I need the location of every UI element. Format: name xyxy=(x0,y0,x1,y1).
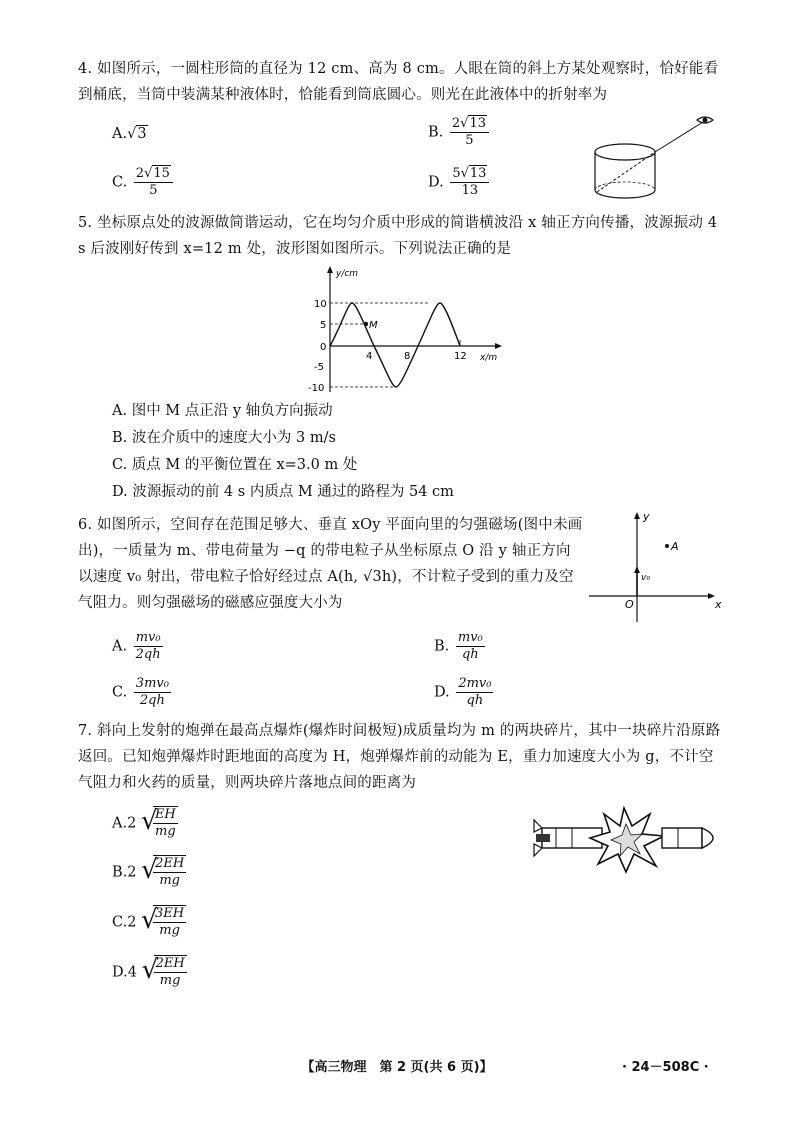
shell-explosion-figure xyxy=(532,804,728,874)
q4-d-label: D. xyxy=(428,174,444,191)
field-x-arrow xyxy=(708,593,715,599)
wave-point-m xyxy=(364,322,368,326)
q4-b-frac: $\frac{2√13}{5}$ xyxy=(450,116,489,149)
q7-option-d: D.4 √ $\frac{2EH}{mg}$ xyxy=(112,955,185,988)
wave-xtick-8: 8 xyxy=(404,351,411,362)
q4-option-a xyxy=(112,124,148,144)
shell-right-fragment xyxy=(662,828,713,848)
wave-ytick-10: 10 xyxy=(314,299,327,310)
wave-xtick-12: 12 xyxy=(454,351,467,362)
q6-option-c xyxy=(112,676,171,709)
wave-y-axis-label: y/cm xyxy=(336,269,359,279)
q4-d-frac: $\frac{5√13}{13}$ xyxy=(450,166,489,199)
q7-b-sqrt: √ $\frac{2EH}{mg}$ xyxy=(141,855,185,888)
q6-d-frac: $\frac{\text{2mv₀}}{qh}$ xyxy=(458,676,492,708)
q6-d-label: D. xyxy=(434,684,450,701)
wave-x-axis-label: x/m xyxy=(480,353,498,363)
q6-c-label: C. xyxy=(112,684,128,701)
q6-a-frac: $\frac{\text{mv₀}}{2qh}$ xyxy=(135,630,161,662)
q4-c-frac: $\frac{2√15}{5}$ xyxy=(134,166,173,199)
wave-ytick-5: 5 xyxy=(320,320,327,331)
q6-option-b xyxy=(434,630,485,663)
field-origin-label: O xyxy=(625,598,634,611)
page-footer: 【高三物理 第 2 页(共 6 页)】 xyxy=(301,1060,493,1075)
q7-d-sqrt: √ $\frac{2EH}{mg}$ xyxy=(141,955,185,988)
field-v0-label: v₀ xyxy=(641,573,650,583)
q4-c-label: C. xyxy=(112,174,128,191)
paper-code: · 24－508C · xyxy=(622,1060,709,1075)
q4-option-b xyxy=(428,116,489,149)
cylinder-top-ellipse xyxy=(595,144,655,160)
q6-option-d xyxy=(434,676,493,709)
q4-a-sqrt: √3 xyxy=(127,126,147,142)
q7-a-sqrt: √ $\frac{EH}{mg}$ xyxy=(140,806,176,839)
q7-a-label: A. xyxy=(112,815,128,832)
wave-point-m-label: M xyxy=(369,320,378,331)
wave-ytick-neg10: -10 xyxy=(308,383,325,394)
wave-xtick-4: 4 xyxy=(366,351,373,362)
eye-icon xyxy=(697,117,713,123)
q7-b-label: B. xyxy=(112,864,128,881)
q7-option-a: A.2 √ $\frac{EH}{mg}$ xyxy=(112,806,176,839)
q4-stem: 4. 如图所示，一圆柱形筒的直径为 12 cm、高为 8 cm。人眼在筒的斜上方某处观察时，恰好能看到桶底，当筒中装满某种液体时，恰能看到筒底圆心。则光在此液体中的折射率为 xyxy=(78,61,719,103)
field-x-label: x xyxy=(715,598,722,611)
q6-option-a xyxy=(112,630,163,663)
q6-stem: 6. 如图所示，空间存在范围足够大、垂直 xOy 平面向里的匀强磁场(图中未画出)，一质量为 m、带电荷量为 −q 的带电粒子从坐标原点 O 沿 y 轴正方向以速度 v₀ 射出，带电粒子恰好经过点 A(h, √3h)，不计粒子受到的重力及空气阻力。则匀强磁场的磁感应强度大小为 xyxy=(78,517,583,611)
cylinder-bottom-front xyxy=(595,190,655,198)
q5-option-b: B. 波在介质中的速度大小为 3 m/s xyxy=(112,430,336,446)
field-point-a xyxy=(665,544,669,548)
q7-option-c: C.2 √ $\frac{3EH}{mg}$ xyxy=(112,905,185,938)
sight-line-solid xyxy=(655,122,703,152)
magnetic-field-figure xyxy=(585,508,725,624)
wave-curve xyxy=(330,303,460,387)
q4-option-d xyxy=(428,166,489,199)
q5-option-c: C. 质点 M 的平衡位置在 x=3.0 m 处 xyxy=(112,457,358,473)
q5-option-d: D. 波源振动的前 4 s 内质点 M 通过的路程为 54 cm xyxy=(112,484,454,500)
q7-d-label: D. xyxy=(112,964,128,981)
q6-a-label: A. xyxy=(112,638,128,655)
cylinder-bottom-back xyxy=(595,182,655,190)
q4-b-label: B. xyxy=(428,124,444,141)
field-point-a-label: A xyxy=(671,540,679,553)
q7-stem: 7. 斜向上发射的炮弹在最高点爆炸(爆炸时间极短)成质量均为 m 的两块碎片，其中一块碎片沿原路返回。已知炮弹爆炸时距地面的高度为 H，炮弹爆炸前的动能为 E，重力加速度大小为 g，不计空气阻力和火药的质量，则两块碎片落地点间的距离为 xyxy=(78,723,721,791)
wave-graph xyxy=(290,262,520,397)
velocity-arrow-head xyxy=(634,566,640,573)
q7-c-sqrt: √ $\frac{3EH}{mg}$ xyxy=(141,905,185,938)
wave-x-arrow xyxy=(495,343,502,349)
wave-ytick-0: 0 xyxy=(320,342,327,353)
q7-c-label: C. xyxy=(112,914,128,931)
q5-option-a: A. 图中 M 点正沿 y 轴负方向振动 xyxy=(112,403,333,419)
field-y-arrow xyxy=(634,512,640,519)
field-y-label: y xyxy=(643,510,650,523)
wave-y-arrow xyxy=(327,266,333,273)
q6-b-label: B. xyxy=(434,638,450,655)
q6-b-frac: $\frac{\text{mv₀}}{qh}$ xyxy=(457,630,483,662)
cylinder-figure xyxy=(585,112,725,204)
q7-option-b: B.2 √ $\frac{2EH}{mg}$ xyxy=(112,855,185,888)
q4-a-label: A. xyxy=(112,126,128,142)
q6-c-frac: $\frac{\text{3mv₀}}{2qh}$ xyxy=(135,676,169,708)
q4-option-c xyxy=(112,166,173,199)
wave-ytick-neg5: -5 xyxy=(314,362,324,373)
q5-stem: 5. 坐标原点处的波源做简谐运动，它在均匀介质中形成的简谐横波沿 x 轴正方向传播，波源振动 4 s 后波刚好传到 x=12 m 处，波形图如图所示。下列说法正确的是 xyxy=(78,215,718,257)
